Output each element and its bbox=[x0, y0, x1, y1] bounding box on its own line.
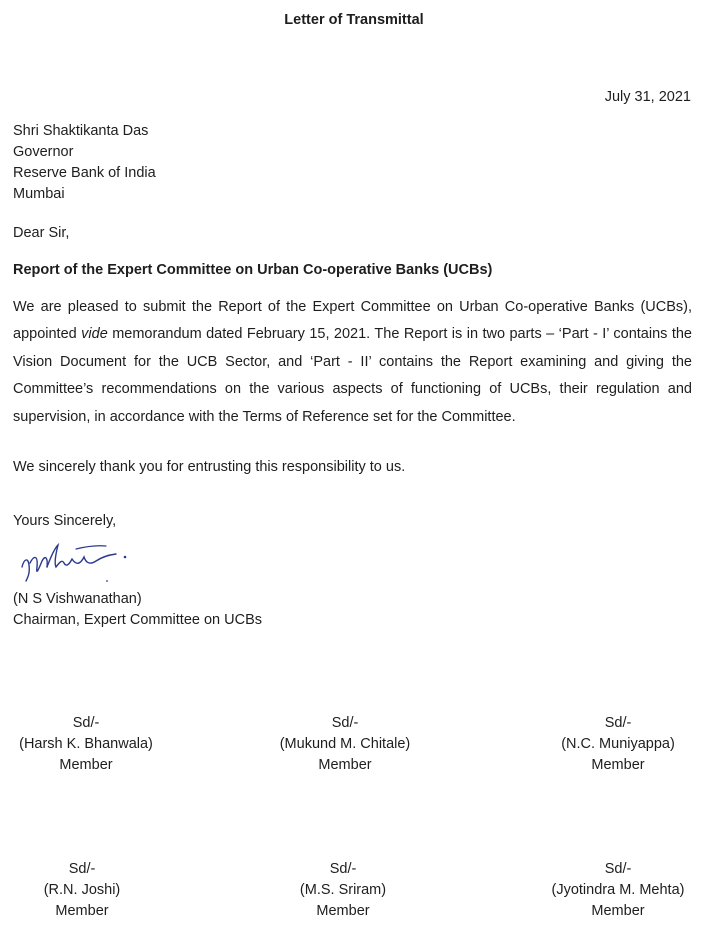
subject-line: Report of the Expert Committee on Urban Co-operative Banks (UCBs) bbox=[13, 262, 493, 278]
member-name: (N.C. Muniyappa) bbox=[561, 736, 675, 752]
member-name: (R.N. Joshi) bbox=[43, 882, 121, 898]
member-sd: Sd/- bbox=[329, 861, 357, 877]
chairman-block bbox=[13, 589, 262, 631]
member-sd: Sd/- bbox=[331, 715, 359, 731]
member-sd: Sd/- bbox=[68, 861, 96, 877]
member-name: (Harsh K. Bhanwala) bbox=[19, 736, 153, 752]
addressee-designation: Governor bbox=[13, 144, 74, 160]
member-block bbox=[508, 713, 708, 776]
body-text-part1: We are pleased to submit the Report of the Expert Committee on Urban Co-operative Banks (UCBs), appointed bbox=[13, 299, 692, 343]
body-text-part2: memorandum dated February 15, 2021. The Report is in two parts – ‘Part - I’ contains the Vision Document for the UCB Sector, and ‘Part - II’ contains the Report examining and giving the Committee’s recommendations on the various aspects of functioning of UCBs, their regulation and supervision, in accordance with the Terms of Reference set for the Committee. bbox=[13, 326, 692, 425]
member-name: (M.S. Sriram) bbox=[299, 882, 387, 898]
member-role: Member bbox=[316, 903, 370, 919]
member-name: (Jyotindra M. Mehta) bbox=[551, 882, 685, 898]
letter-title: Letter of Transmittal bbox=[284, 12, 424, 28]
thanks-line: We sincerely thank you for entrusting this responsibility to us. bbox=[13, 459, 406, 475]
member-block bbox=[235, 713, 455, 776]
member-role: Member bbox=[55, 903, 109, 919]
addressee-organization: Reserve Bank of India bbox=[13, 165, 156, 181]
chairman-title: Chairman, Expert Committee on UCBs bbox=[13, 612, 262, 628]
addressee-block bbox=[13, 121, 156, 205]
member-block bbox=[0, 859, 192, 922]
body-paragraph bbox=[13, 294, 692, 431]
member-name: (Mukund M. Chitale) bbox=[279, 736, 411, 752]
body-text-vide: vide bbox=[81, 326, 108, 343]
member-block bbox=[233, 859, 453, 922]
addressee-city: Mumbai bbox=[13, 186, 65, 202]
member-role: Member bbox=[59, 757, 113, 773]
member-block bbox=[508, 859, 708, 922]
chairman-name: (N S Vishwanathan) bbox=[13, 591, 142, 607]
member-block bbox=[0, 713, 196, 776]
closing-line: Yours Sincerely, bbox=[13, 513, 117, 529]
member-role: Member bbox=[591, 757, 645, 773]
member-role: Member bbox=[318, 757, 372, 773]
letter-date: July 31, 2021 bbox=[604, 89, 691, 105]
member-sd: Sd/- bbox=[604, 715, 632, 731]
salutation: Dear Sir, bbox=[13, 225, 70, 241]
member-sd: Sd/- bbox=[72, 715, 100, 731]
chairman-signature bbox=[14, 537, 144, 587]
member-sd: Sd/- bbox=[604, 861, 632, 877]
addressee-name: Shri Shaktikanta Das bbox=[13, 123, 149, 139]
member-role: Member bbox=[591, 903, 645, 919]
